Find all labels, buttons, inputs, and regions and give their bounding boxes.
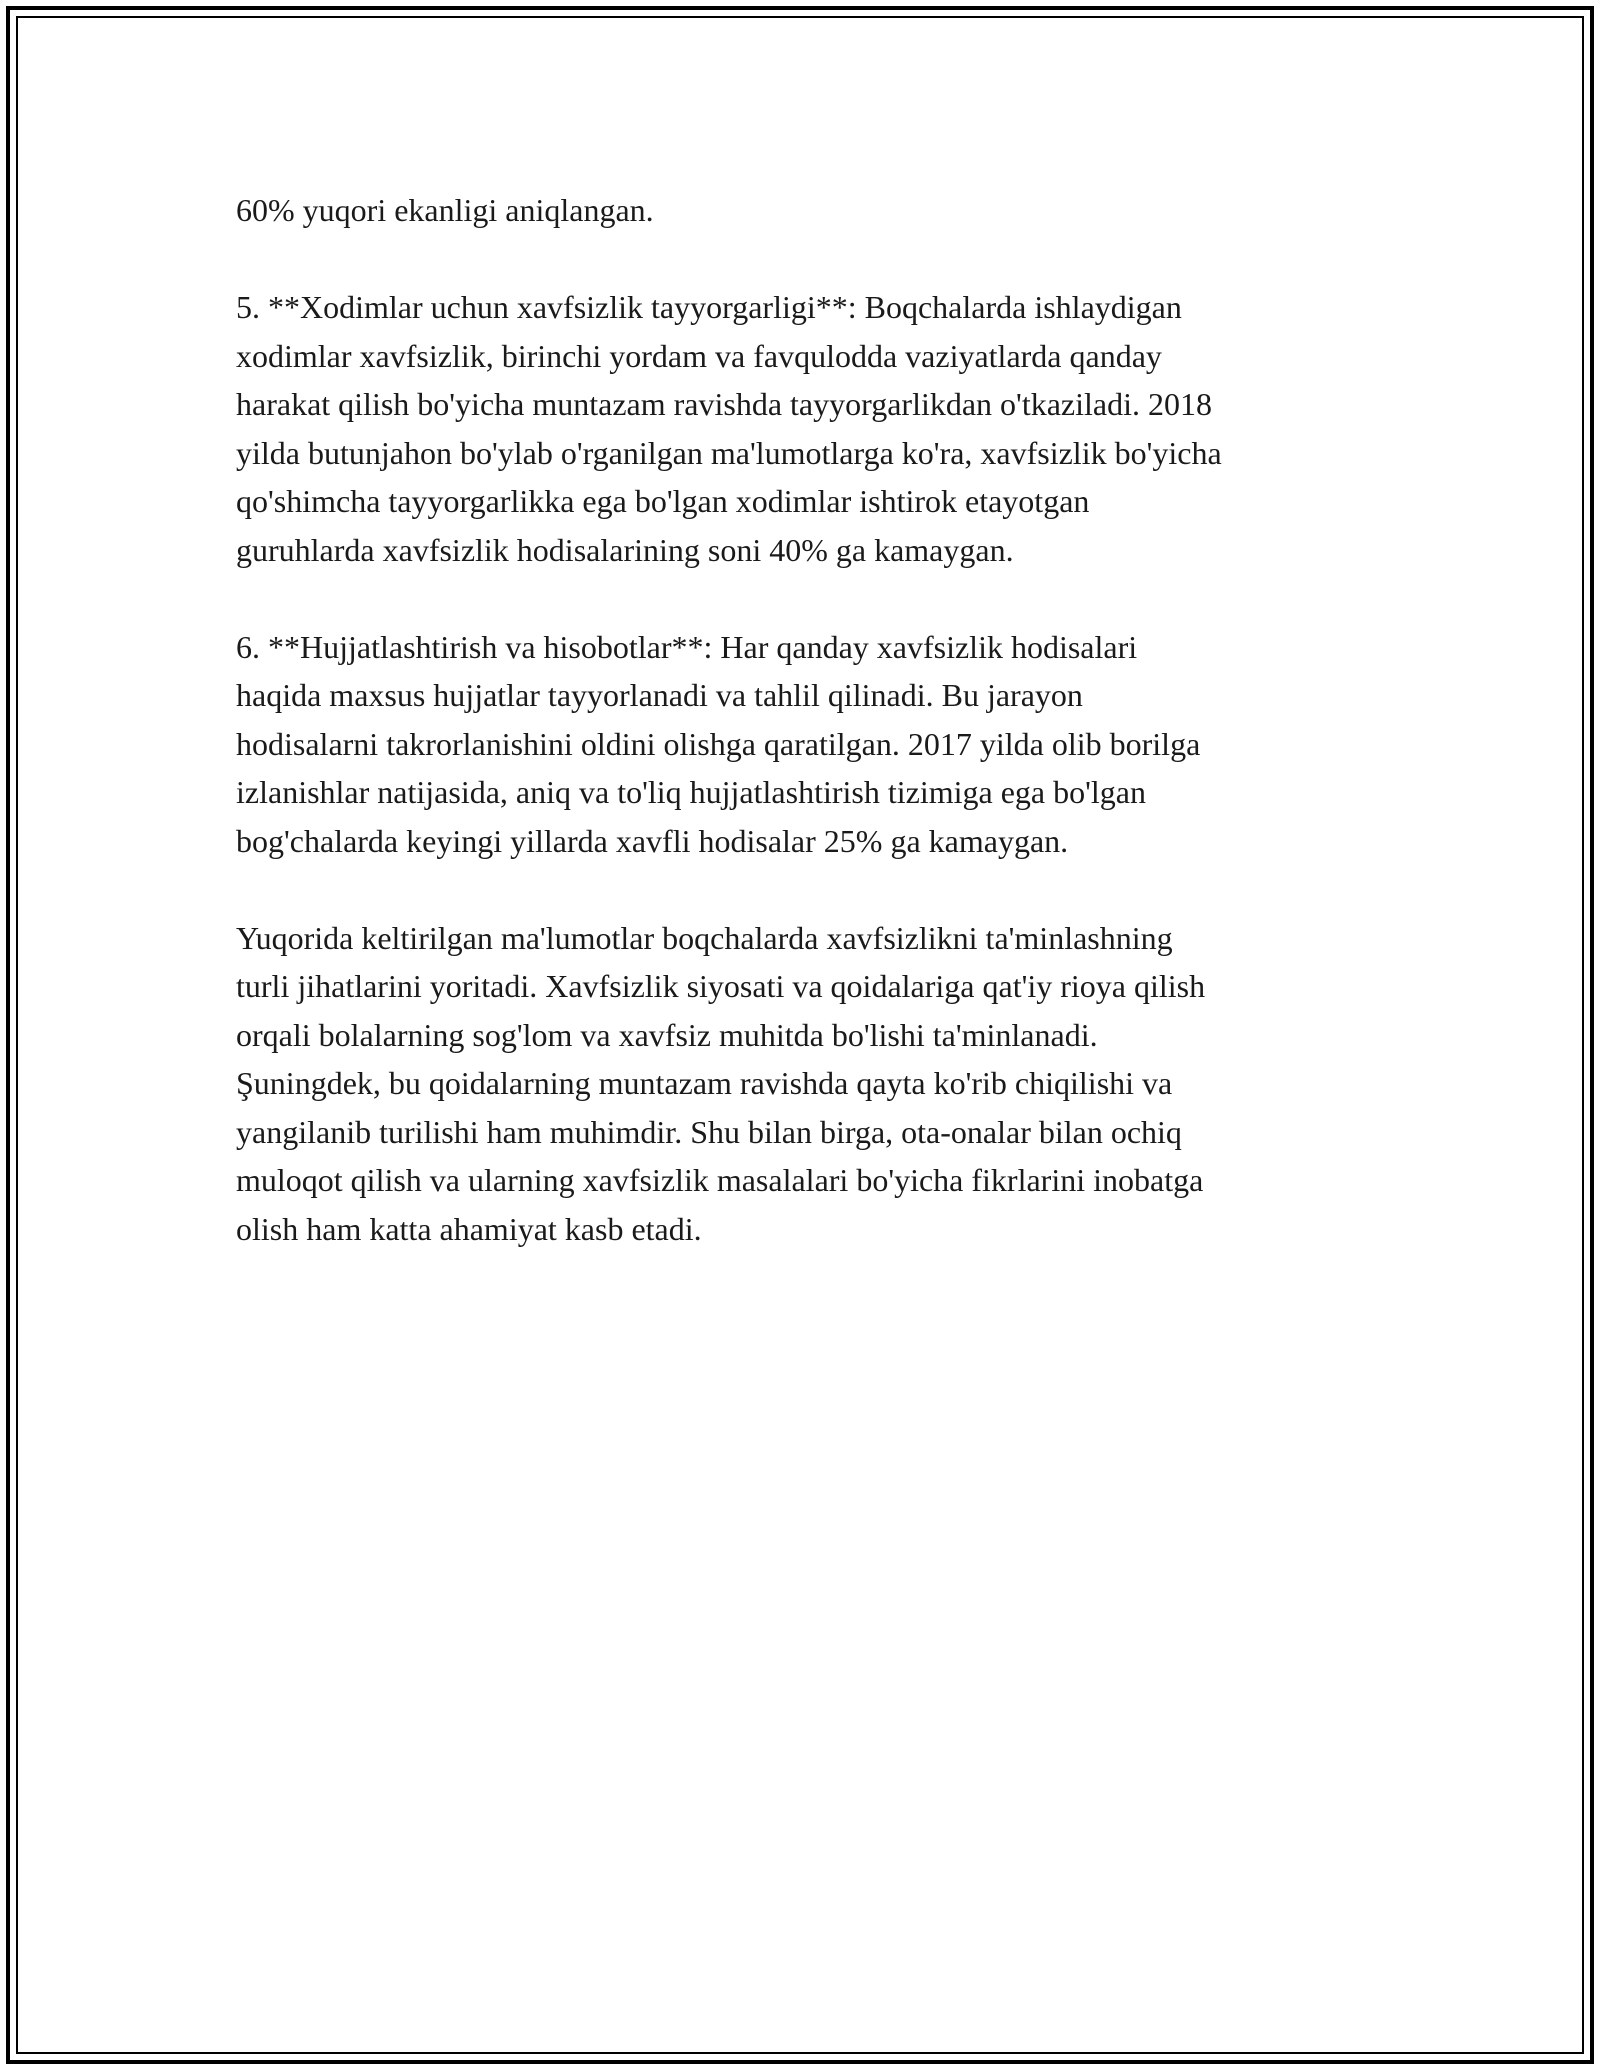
document-body bbox=[236, 186, 1386, 1253]
paragraph-continuation: 60% yuqori ekanligi aniqlangan. bbox=[236, 192, 654, 228]
paragraph-documentation-reports: 6. **Hujjatlashtirish va hisobotlar**: Har qanday xavfsizlik hodisalari haqida maxsus hujjatlar tayyorlanadi va tahlil qilinadi. Bu jarayon hodisalarni takrorlanishini oldini olishga qaratilgan. 2017 yilda olib borilga izlanishlar natijasida, aniq va to'liq hujjatlashtirish tizimiga ega bo'lgan bog'chalarda keyingi yillarda xavfli hodisalar 25% ga kamaygan. bbox=[236, 628, 1201, 859]
paragraph-conclusion: Yuqorida keltirilgan ma'lumotlar boqchalarda xavfsizlikni ta'minlashning turli jihatlarini yoritadi. Xavfsizlik siyosati va qoidalariga qat'iy rioya qilish orqali bolalarning sog'lom va xavfsiz muhitda bo'lishi ta'minlanadi. Şuningdek, bu qoidalarning muntazam ravishda qayta ko'rib chiqilishi va yangilanib turilishi ham muhimdir. Shu bilan birga, ota-onalar bilan ochiq muloqot qilish va ularning xavfsizlik masalalari bo'yicha fikrlarini inobatga olish ham katta ahamiyat kasb etadi. bbox=[236, 919, 1206, 1247]
paragraph-staff-safety-training: 5. **Xodimlar uchun xavfsizlik tayyorgarligi**: Boqchalarda ishlaydigan xodimlar xavfsizlik, birinchi yordam va favqulodda vaziyatlarda qanday harakat qilish bo'yicha muntazam ravishda tayyorgarlikdan o'tkaziladi. 2018 yilda butunjahon bo'ylab o'rganilgan ma'lumotlarga ko'ra, xavfsizlik bo'yicha qo'shimcha tayyorgarlikka ega bo'lgan xodimlar ishtirok etayotgan guruhlarda xavfsizlik hodisalarining soni 40% ga kamaygan. bbox=[236, 289, 1222, 568]
